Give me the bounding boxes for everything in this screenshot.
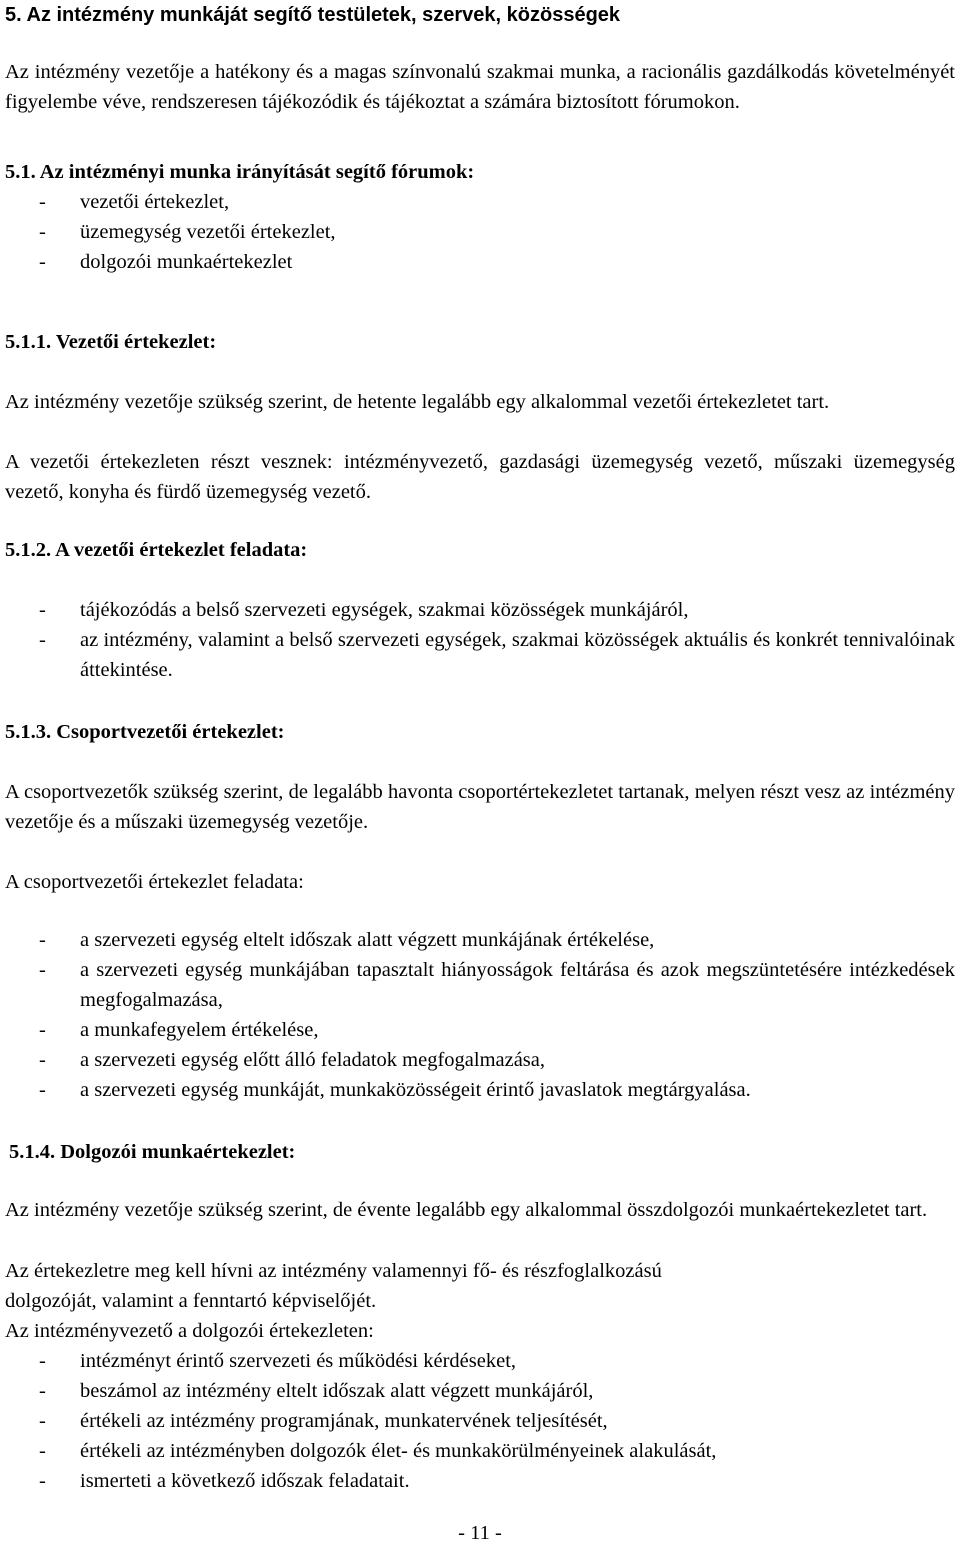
list-item: - a szervezeti egység munkáját, munkaközösségeit érintő javaslatok megtárgyalása. — [5, 1075, 955, 1105]
meeting-agenda-list — [5, 1346, 955, 1496]
paragraph: Az intézmény vezetője szükség szerint, de hetente legalább egy alkalommal vezetői értekezletet tart. — [5, 391, 830, 413]
list-item: - beszámol az intézmény eltelt időszak alatt végzett munkájáról, — [5, 1376, 955, 1406]
list-item: - értékeli az intézményben dolgozók élet- és munkakörülményeinek alakulását, — [5, 1436, 955, 1466]
paragraph: Az értekezletre meg kell hívni az intézmény valamennyi fő- és részfoglalkozású — [5, 1260, 662, 1282]
heading-5-1: 5.1. Az intézményi munka irányítását segítő fórumok: — [5, 161, 475, 183]
list-item: - üzemegység vezetői értekezlet, — [5, 217, 955, 247]
paragraph: Az intézmény vezetője szükség szerint, de évente legalább egy alkalommal összdolgozói munkaértekezletet tart. — [5, 1199, 928, 1221]
list-item: - intézményt érintő szervezeti és működési kérdéseket, — [5, 1346, 955, 1376]
list-item: - dolgozói munkaértekezlet — [5, 247, 955, 277]
list-item: - a szervezeti egység eltelt időszak alatt végzett munkájának értékelése, — [5, 925, 955, 955]
heading-5-1-3: 5.1.3. Csoportvezetői értekezlet: — [5, 721, 285, 743]
paragraph: A csoportvezetői értekezlet feladata: — [5, 871, 304, 893]
list-item: - tájékozódás a belső szervezeti egységek, szakmai közösségek munkájáról, — [5, 595, 955, 625]
paragraph: A vezetői értekezleten részt vesznek: intézményvezető, gazdasági üzemegység vezető, műszaki üzemegység vezető, konyha és fürdő üzemegység vezető. — [5, 451, 955, 503]
heading-5-1-1: 5.1.1. Vezetői értekezlet: — [5, 331, 217, 353]
paragraph: dolgozóját, valamint a fenntartó képviselőjét. — [5, 1290, 377, 1312]
forum-list — [5, 187, 955, 277]
list-item: - a szervezeti egység előtt álló feladatok megfogalmazása, — [5, 1045, 955, 1075]
heading-5-1-2: 5.1.2. A vezetői értekezlet feladata: — [5, 539, 308, 561]
list-item: - a szervezeti egység munkájában tapasztalt hiányosságok feltárása és azok megszüntetésére intézkedések megfogalmazása, — [5, 955, 955, 1015]
list-item: - az intézmény, valamint a belső szervezeti egységek, szakmai közösségek aktuális és konkrét tennivalóinak áttekintése. — [5, 625, 955, 685]
intro-paragraph: Az intézmény vezetője a hatékony és a magas színvonalú szakmai munka, a racionális gazdálkodás követelményét figyelembe véve, rendszeresen tájékozódik és tájékoztat a számára biztosított fórumokon. — [5, 61, 955, 113]
paragraph: A csoportvezetők szükség szerint, de legalább havonta csoportértekezletet tartanak, melyen részt vesz az intézmény vezetője és a műszaki üzemegység vezetője. — [5, 781, 955, 833]
page-number: - 11 - — [458, 1522, 502, 1544]
group-task-list — [5, 925, 955, 1105]
paragraph: Az intézményvezető a dolgozói értekezleten: — [5, 1320, 374, 1342]
list-item: - a munkafegyelem értékelése, — [5, 1015, 955, 1045]
section-title: 5. Az intézmény munkáját segítő testületek, szervek, közösségek — [5, 4, 621, 26]
list-item: - értékeli az intézmény programjának, munkatervének teljesítését, — [5, 1406, 955, 1436]
heading-5-1-4: 5.1.4. Dolgozói munkaértekezlet: — [9, 1141, 296, 1163]
task-list — [5, 595, 955, 685]
list-item: - vezetői értekezlet, — [5, 187, 955, 217]
list-item: - ismerteti a következő időszak feladatait. — [5, 1466, 955, 1496]
